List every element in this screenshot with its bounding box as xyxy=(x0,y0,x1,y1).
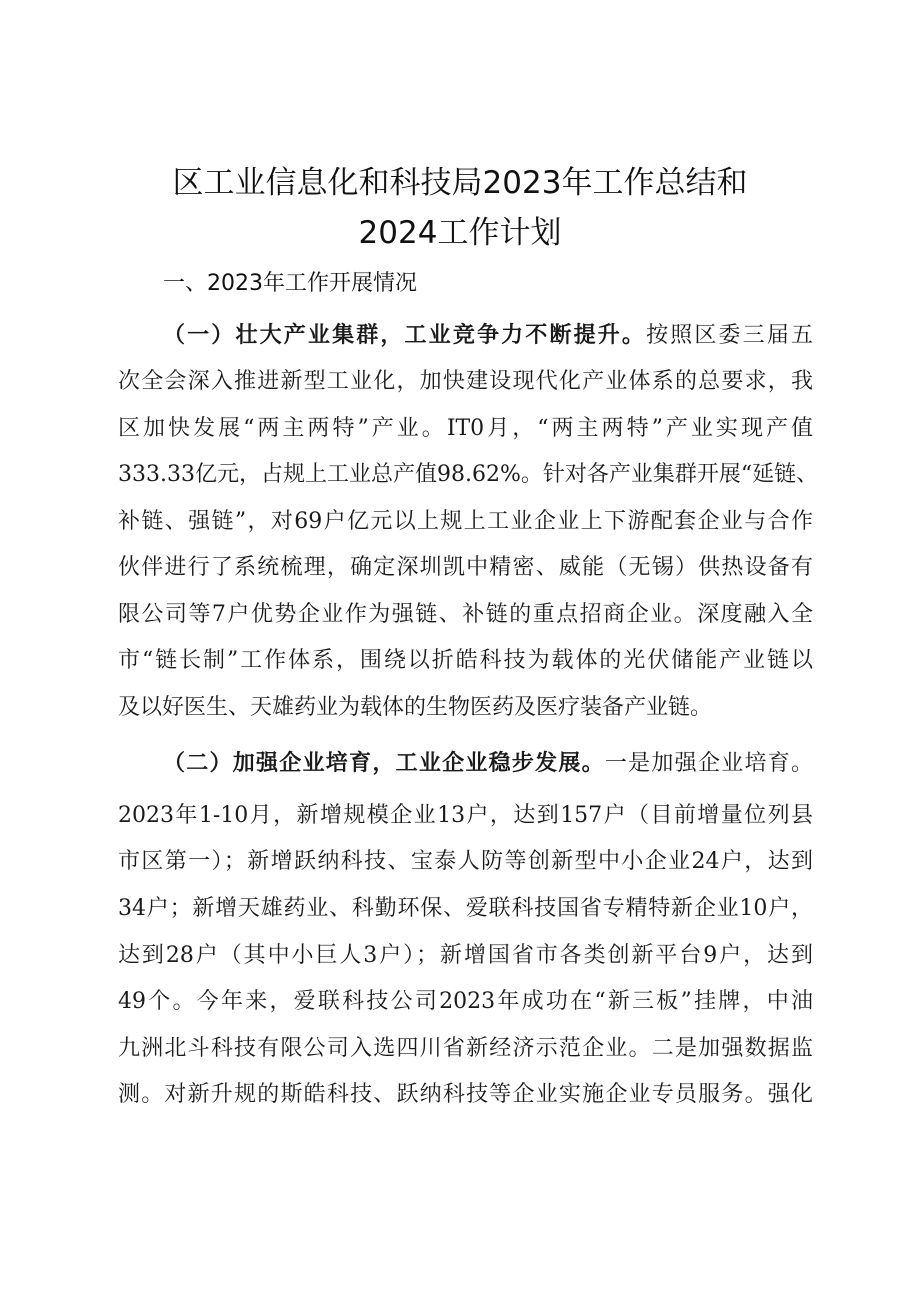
paragraph-1-line-6: 伙伴进行了系统梳理，确定深圳凯中精密、威能（无锡）供热设备有 xyxy=(118,555,813,580)
paragraph-2-line-1-text: 一是加强企业培育。 xyxy=(604,751,813,776)
paragraph-2-line-5: 达到28户（其中小巨人3户）；新增国省市各类创新平台9户，达到 xyxy=(118,943,813,968)
paragraph-1-line-1-text: 按照区委三届五 xyxy=(646,323,813,348)
document-title-line-2: 2024工作计划 xyxy=(358,215,562,251)
paragraph-2-line-1 xyxy=(163,749,813,779)
paragraph-1-line-8: 市“链长制”工作体系，围绕以折皓科技为载体的光伏储能产业链以 xyxy=(118,648,813,673)
paragraph-2-line-7: 九洲北斗科技有限公司入选四川省新经济示范企业。二是加强数据监 xyxy=(118,1036,813,1061)
paragraph-1-line-7: 限公司等7户优势企业作为强链、补链的重点招商企业。深度融入全 xyxy=(118,602,813,627)
paragraph-1-line-2: 次全会深入推进新型工业化，加快建设现代化产业体系的总要求，我 xyxy=(118,369,813,394)
paragraph-1-bold-lead: （一）壮大产业集群，工业竞争力不断提升。 xyxy=(163,323,647,348)
paragraph-2-line-6: 49个。今年来，爱联科技公司2023年成功在“新三板”挂牌，中油 xyxy=(118,989,813,1014)
paragraph-2-line-3: 市区第一）；新增跃纳科技、宝泰人防等创新型中小企业24户，达到 xyxy=(118,849,813,874)
paragraph-1-line-9: 及以好医生、天雄药业为载体的生物医药及医疗装备产业链。 xyxy=(118,695,713,720)
paragraph-1-line-3: 区加快发展“两主两特”产业。IT0月，“两主两特”产业实现产值 xyxy=(118,416,813,441)
paragraph-1-line-4: 333.33亿元，占规上工业总产值98.62%。针对各产业集群开展“延链、 xyxy=(118,462,819,487)
paragraph-1-line-1 xyxy=(163,321,813,351)
paragraph-2-line-2: 2023年1-10月，新增规模企业13户，达到157户（目前增量位列县 xyxy=(118,803,813,828)
paragraph-2-line-8: 测。对新升规的斯皓科技、跃纳科技等企业实施企业专员服务。强化 xyxy=(118,1082,813,1107)
paragraph-1-line-5: 补链、强链”，对69户亿元以上规上工业企业上下游配套企业与合作 xyxy=(118,509,813,534)
paragraph-2-bold-lead: （二）加强企业培育，工业企业稳步发展。 xyxy=(163,751,605,776)
document-title-line-1: 区工业信息化和科技局2023年工作总结和 xyxy=(172,165,748,201)
paragraph-2-line-4: 34户；新增天雄药业、科勤环保、爱联科技国省专精特新企业10户， xyxy=(118,896,813,921)
section-heading: 一、2023年工作开展情况 xyxy=(163,271,417,296)
